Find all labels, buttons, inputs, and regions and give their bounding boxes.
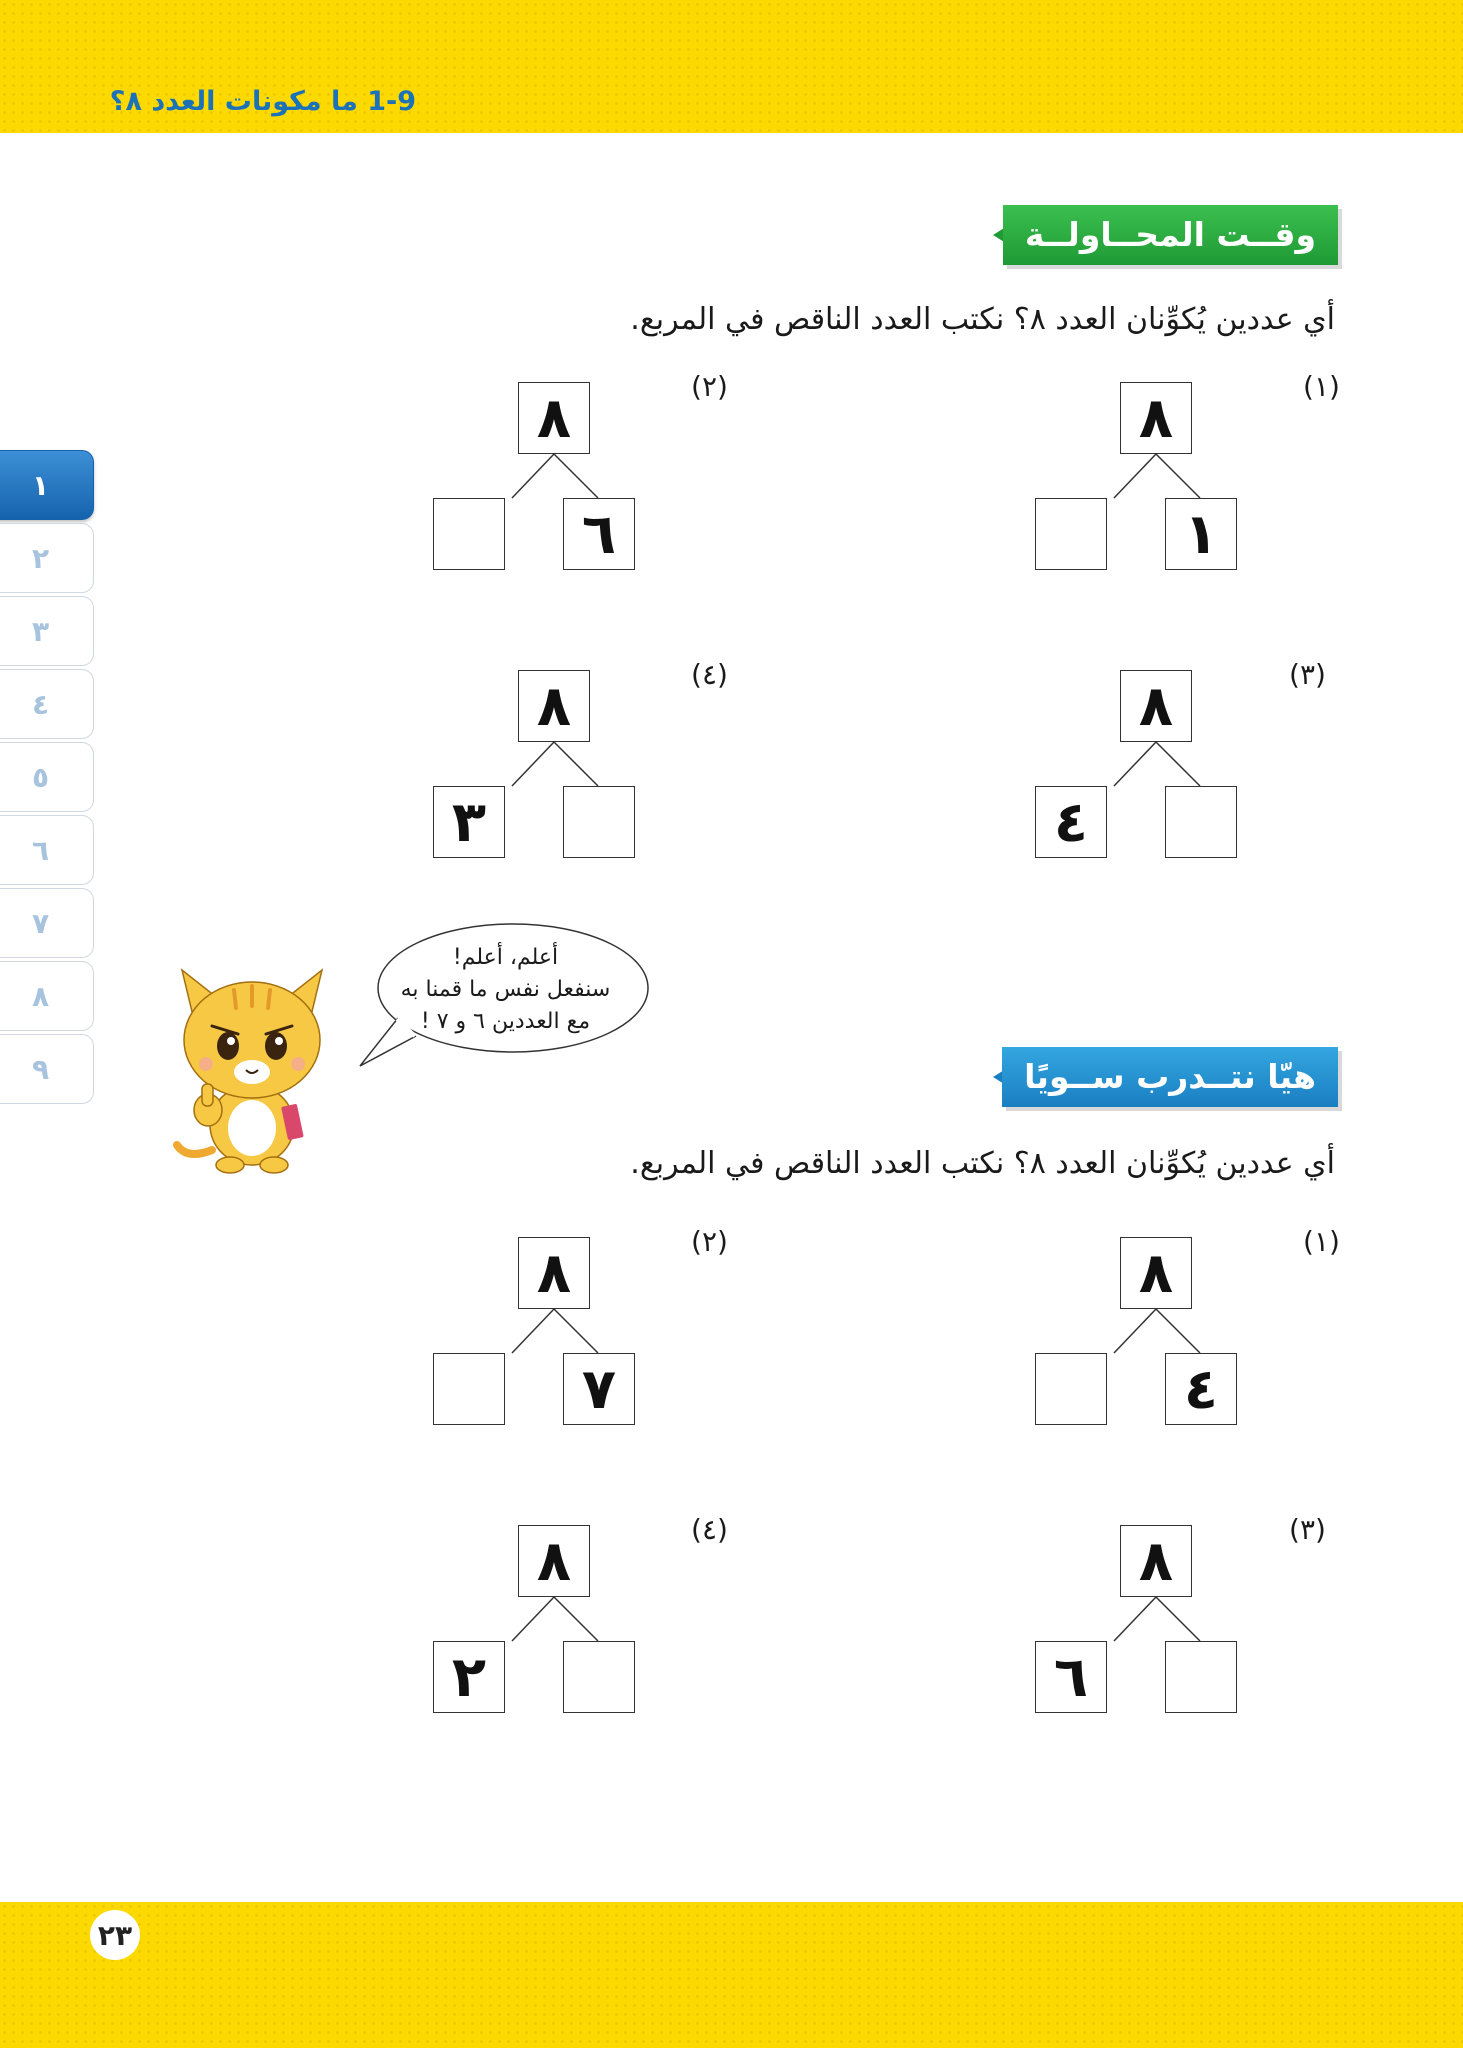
tab-9[interactable]: ٩ bbox=[0, 1034, 94, 1104]
tab-5[interactable]: ٥ bbox=[0, 742, 94, 812]
tab-7[interactable]: ٧ bbox=[0, 888, 94, 958]
answer-box-right[interactable] bbox=[563, 1641, 635, 1713]
total-box: ٨ bbox=[1120, 1525, 1192, 1597]
number-bond-problem bbox=[433, 1513, 733, 1741]
cat-mascot-icon bbox=[172, 960, 332, 1175]
part-box-left: ٣ bbox=[433, 786, 505, 858]
instruction-text: أي عددين يُكوِّنان العدد ٨؟ نكتب العدد الناقص في المربع. bbox=[630, 1146, 1335, 1181]
total-box: ٨ bbox=[518, 670, 590, 742]
number-bond-problem bbox=[1035, 1513, 1335, 1741]
problem-number: (٤) bbox=[691, 1513, 728, 1546]
tab-2[interactable]: ٢ bbox=[0, 523, 94, 593]
banner-label: وقــت المحــاولــة bbox=[1003, 205, 1338, 265]
part-box-left: ٢ bbox=[433, 1641, 505, 1713]
bubble-line: سنفعل نفس ما قمنا به bbox=[400, 977, 611, 1002]
total-box: ٨ bbox=[518, 382, 590, 454]
problem-number: (٢) bbox=[691, 1225, 728, 1258]
page-number: ٢٣ bbox=[90, 1910, 140, 1960]
answer-box-left[interactable] bbox=[433, 1353, 505, 1425]
tab-1[interactable]: ١ bbox=[0, 450, 94, 520]
part-box-right: ١ bbox=[1165, 498, 1237, 570]
speech-bubble bbox=[358, 918, 653, 1068]
lesson-title: 1-9 ما مكونات العدد ٨؟ bbox=[109, 86, 416, 117]
number-bond-problem bbox=[1035, 370, 1340, 598]
answer-box-left[interactable] bbox=[1035, 498, 1107, 570]
part-box-right: ٤ bbox=[1165, 1353, 1237, 1425]
banner-label: هيّا نتــدرب ســويًا bbox=[1002, 1047, 1338, 1107]
problem-number: (٣) bbox=[1289, 1513, 1326, 1546]
answer-box-right[interactable] bbox=[563, 786, 635, 858]
answer-box-right[interactable] bbox=[1165, 786, 1237, 858]
number-bond-problem bbox=[1035, 1225, 1340, 1453]
section-banner-practice bbox=[993, 1047, 1338, 1107]
bottom-band bbox=[0, 1902, 1463, 2048]
problem-number: (١) bbox=[1303, 1225, 1340, 1258]
total-box: ٨ bbox=[518, 1237, 590, 1309]
number-bond-problem bbox=[433, 658, 733, 886]
problem-number: (١) bbox=[1303, 370, 1340, 403]
tab-8[interactable]: ٨ bbox=[0, 961, 94, 1031]
number-bond-problem bbox=[433, 1225, 733, 1453]
problem-number: (٢) bbox=[691, 370, 728, 403]
problem-number: (٣) bbox=[1289, 658, 1326, 691]
number-bond-problem bbox=[1035, 658, 1335, 886]
answer-box-left[interactable] bbox=[1035, 1353, 1107, 1425]
answer-box-left[interactable] bbox=[433, 498, 505, 570]
part-box-left: ٦ bbox=[1035, 1641, 1107, 1713]
answer-box-right[interactable] bbox=[1165, 1641, 1237, 1713]
problem-number: (٤) bbox=[691, 658, 728, 691]
tab-6[interactable]: ٦ bbox=[0, 815, 94, 885]
bubble-line: مع العددين ٦ و ٧ ! bbox=[420, 1009, 591, 1034]
part-box-right: ٦ bbox=[563, 498, 635, 570]
total-box: ٨ bbox=[1120, 382, 1192, 454]
tab-4[interactable]: ٤ bbox=[0, 669, 94, 739]
total-box: ٨ bbox=[518, 1525, 590, 1597]
part-box-left: ٤ bbox=[1035, 786, 1107, 858]
part-box-right: ٧ bbox=[563, 1353, 635, 1425]
tab-3[interactable]: ٣ bbox=[0, 596, 94, 666]
total-box: ٨ bbox=[1120, 670, 1192, 742]
instruction-text: أي عددين يُكوِّنان العدد ٨؟ نكتب العدد الناقص في المربع. bbox=[630, 302, 1335, 337]
section-banner-try bbox=[993, 205, 1338, 265]
bubble-line: أعلم، أعلم! bbox=[452, 945, 559, 970]
number-bond-problem bbox=[433, 370, 733, 598]
total-box: ٨ bbox=[1120, 1237, 1192, 1309]
